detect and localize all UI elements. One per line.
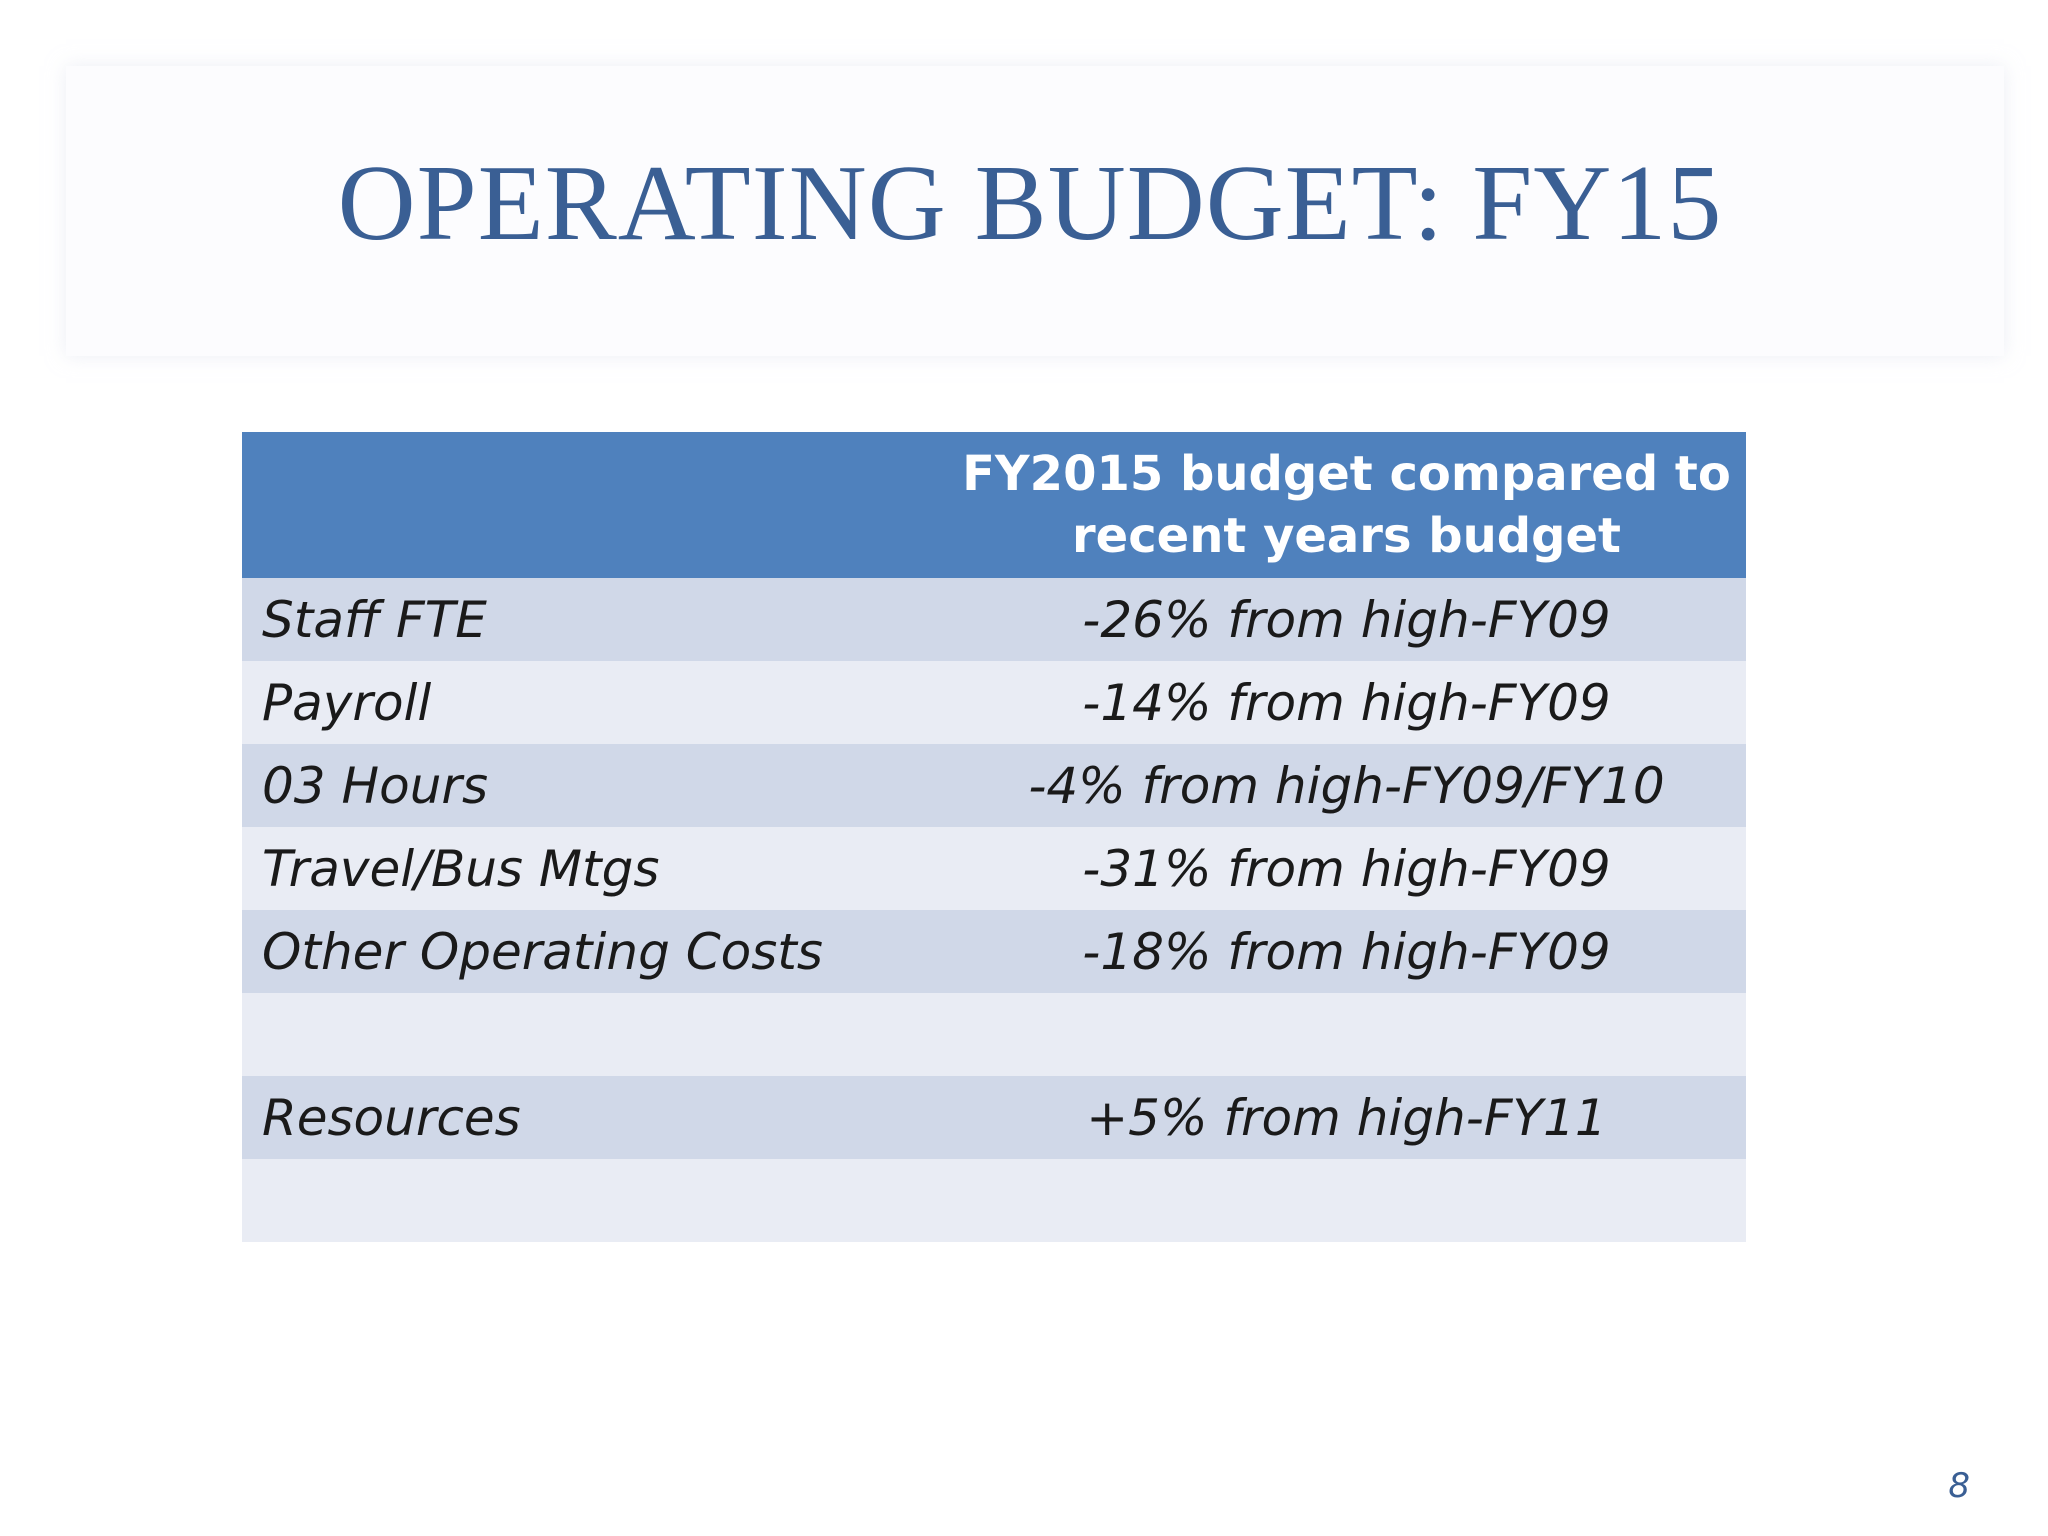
table-row bbox=[242, 661, 1746, 744]
table-row bbox=[242, 910, 1746, 993]
row-value bbox=[947, 993, 1746, 1076]
row-value bbox=[947, 1159, 1746, 1242]
table-row bbox=[242, 993, 1746, 1076]
header-value-line-2: recent years budget bbox=[1072, 508, 1621, 564]
row-value: -26% from high-FY09 bbox=[947, 578, 1746, 661]
row-label: Other Operating Costs bbox=[242, 910, 947, 993]
table-row bbox=[242, 1159, 1746, 1242]
row-label: 03 Hours bbox=[242, 744, 947, 827]
table-row bbox=[242, 827, 1746, 910]
row-label: Payroll bbox=[242, 661, 947, 744]
slide-title: OPERATING BUDGET: FY15 bbox=[337, 144, 1723, 263]
header-value-cell bbox=[947, 432, 1746, 578]
table-header-row bbox=[242, 432, 1746, 578]
row-value: -4% from high-FY09/FY10 bbox=[947, 744, 1746, 827]
row-label: Staff FTE bbox=[242, 578, 947, 661]
page-number: 8 bbox=[1948, 1466, 1970, 1506]
table-row bbox=[242, 1076, 1746, 1159]
table-row bbox=[242, 744, 1746, 827]
row-label bbox=[242, 993, 947, 1076]
row-value: +5% from high-FY11 bbox=[947, 1076, 1746, 1159]
row-value: -31% from high-FY09 bbox=[947, 827, 1746, 910]
header-label-cell bbox=[242, 432, 947, 578]
row-label: Resources bbox=[242, 1076, 947, 1159]
row-label bbox=[242, 1159, 947, 1242]
row-value: -14% from high-FY09 bbox=[947, 661, 1746, 744]
budget-table bbox=[242, 432, 1746, 1242]
table-row bbox=[242, 578, 1746, 661]
row-label: Travel/Bus Mtgs bbox=[242, 827, 947, 910]
header-value-line-1: FY2015 budget compared to bbox=[962, 446, 1731, 502]
row-value: -18% from high-FY09 bbox=[947, 910, 1746, 993]
